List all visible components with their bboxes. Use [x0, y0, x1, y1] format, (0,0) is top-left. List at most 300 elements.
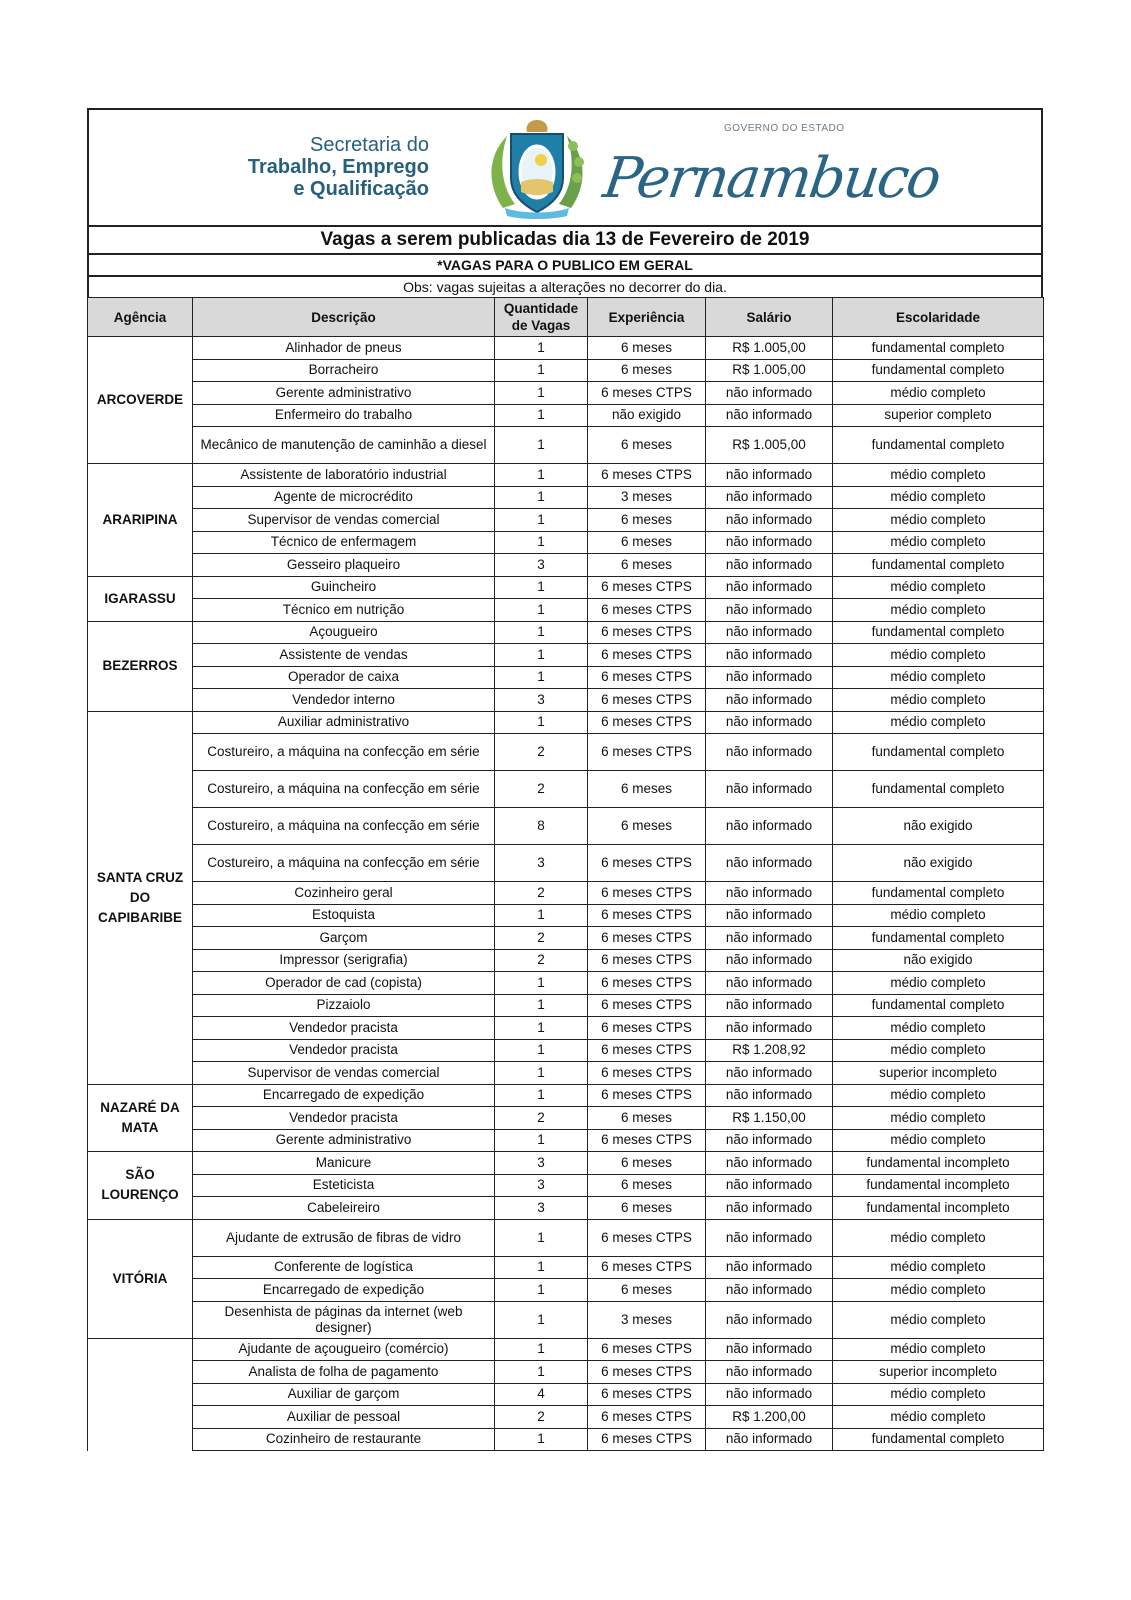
escolaridade-cell: médio completo	[833, 382, 1044, 405]
quantidade-cell: 1	[495, 1039, 588, 1062]
table-row	[88, 427, 1044, 464]
table-row	[88, 576, 1044, 599]
quantidade-cell: 2	[495, 949, 588, 972]
experiencia-cell: 6 meses	[588, 359, 706, 382]
descricao-cell: Técnico de enfermagem	[193, 531, 495, 554]
escolaridade-cell: médio completo	[833, 1039, 1044, 1062]
salario-cell: não informado	[706, 808, 833, 845]
escolaridade-cell: fundamental completo	[833, 427, 1044, 464]
salario-cell: R$ 1.208,92	[706, 1039, 833, 1062]
table-row	[88, 1129, 1044, 1152]
experiencia-cell: 6 meses CTPS	[588, 1084, 706, 1107]
escolaridade-cell: médio completo	[833, 464, 1044, 487]
table-row	[88, 1017, 1044, 1040]
experiencia-cell: 3 meses	[588, 486, 706, 509]
pernambuco-coat-of-arms-icon	[481, 116, 593, 220]
experiencia-cell: 6 meses CTPS	[588, 1062, 706, 1085]
salario-cell: não informado	[706, 554, 833, 577]
table-row	[88, 972, 1044, 995]
experiencia-cell: 6 meses CTPS	[588, 1017, 706, 1040]
table-row	[88, 808, 1044, 845]
descricao-cell: Técnico em nutrição	[193, 599, 495, 622]
table-row	[88, 904, 1044, 927]
escolaridade-cell: médio completo	[833, 576, 1044, 599]
descricao-cell: Vendedor interno	[193, 689, 495, 712]
table-row	[88, 1428, 1044, 1451]
salario-cell: R$ 1.005,00	[706, 337, 833, 360]
governo-state-name: Pernambuco	[599, 146, 944, 211]
quantidade-cell: 1	[495, 359, 588, 382]
descricao-cell: Pizzaiolo	[193, 994, 495, 1017]
escolaridade-cell: médio completo	[833, 1338, 1044, 1361]
salario-cell: não informado	[706, 486, 833, 509]
descricao-cell: Gerente administrativo	[193, 1129, 495, 1152]
descricao-cell: Operador de caixa	[193, 666, 495, 689]
quantidade-cell: 1	[495, 382, 588, 405]
escolaridade-cell: não exigido	[833, 808, 1044, 845]
secretaria-logo	[224, 134, 429, 200]
escolaridade-cell: fundamental completo	[833, 337, 1044, 360]
quantidade-cell: 1	[495, 1084, 588, 1107]
experiencia-cell: 6 meses	[588, 509, 706, 532]
experiencia-cell: 6 meses CTPS	[588, 845, 706, 882]
escolaridade-cell: médio completo	[833, 1301, 1044, 1338]
page-title: Vagas a serem publicadas dia 13 de Fevereiro de 2019	[87, 225, 1043, 253]
experiencia-cell: 6 meses	[588, 427, 706, 464]
experiencia-cell: 6 meses CTPS	[588, 1039, 706, 1062]
descricao-cell: Conferente de logística	[193, 1256, 495, 1279]
escolaridade-cell: fundamental completo	[833, 734, 1044, 771]
table-row	[88, 771, 1044, 808]
quantidade-cell: 1	[495, 509, 588, 532]
descricao-cell: Analista de folha de pagamento	[193, 1361, 495, 1384]
escolaridade-cell: não exigido	[833, 949, 1044, 972]
quantidade-cell: 3	[495, 554, 588, 577]
descricao-cell: Mecânico de manutenção de caminhão a diesel	[193, 427, 495, 464]
escolaridade-cell: médio completo	[833, 689, 1044, 712]
table-row	[88, 1174, 1044, 1197]
experiencia-cell: 6 meses CTPS	[588, 927, 706, 950]
table-row	[88, 845, 1044, 882]
experiencia-cell: 6 meses CTPS	[588, 1129, 706, 1152]
experiencia-cell: 6 meses	[588, 1197, 706, 1220]
descricao-cell: Auxiliar de garçom	[193, 1383, 495, 1406]
quantidade-cell: 1	[495, 599, 588, 622]
table-row	[88, 644, 1044, 667]
table-row	[88, 1152, 1044, 1175]
salario-cell: não informado	[706, 382, 833, 405]
descricao-cell: Esteticista	[193, 1174, 495, 1197]
experiencia-cell: 6 meses CTPS	[588, 1406, 706, 1429]
escolaridade-cell: médio completo	[833, 1017, 1044, 1040]
descricao-cell: Manicure	[193, 1152, 495, 1175]
descricao-cell: Alinhador de pneus	[193, 337, 495, 360]
escolaridade-cell: fundamental completo	[833, 1428, 1044, 1451]
table-row	[88, 1361, 1044, 1384]
salario-cell: não informado	[706, 1174, 833, 1197]
quantidade-cell: 1	[495, 1279, 588, 1302]
salario-cell: não informado	[706, 1152, 833, 1175]
escolaridade-cell: fundamental incompleto	[833, 1197, 1044, 1220]
table-row	[88, 621, 1044, 644]
descricao-cell: Auxiliar de pessoal	[193, 1406, 495, 1429]
salario-cell: não informado	[706, 882, 833, 905]
salario-cell: não informado	[706, 1428, 833, 1451]
experiencia-cell: 6 meses CTPS	[588, 689, 706, 712]
table-row	[88, 337, 1044, 360]
secretaria-line-1: Secretaria do	[310, 134, 429, 156]
escolaridade-cell: fundamental completo	[833, 927, 1044, 950]
experiencia-cell: 6 meses	[588, 1107, 706, 1130]
escolaridade-cell: médio completo	[833, 1107, 1044, 1130]
agency-cell: VITÓRIA	[88, 1219, 193, 1338]
escolaridade-cell: médio completo	[833, 1084, 1044, 1107]
table-row	[88, 949, 1044, 972]
quantidade-cell: 1	[495, 621, 588, 644]
experiencia-cell: 6 meses CTPS	[588, 904, 706, 927]
agency-cell	[88, 1338, 193, 1451]
escolaridade-cell: médio completo	[833, 666, 1044, 689]
escolaridade-cell: fundamental completo	[833, 882, 1044, 905]
descricao-cell: Cabeleireiro	[193, 1197, 495, 1220]
governo-logo	[599, 114, 964, 222]
experiencia-cell: 6 meses CTPS	[588, 1256, 706, 1279]
secretaria-line-2: Trabalho, Emprego	[247, 156, 429, 178]
agency-cell: ARARIPINA	[88, 464, 193, 577]
escolaridade-cell: superior incompleto	[833, 1062, 1044, 1085]
salario-cell: não informado	[706, 1219, 833, 1256]
table-row	[88, 927, 1044, 950]
escolaridade-cell: superior incompleto	[833, 1361, 1044, 1384]
col-header-descricao: Descrição	[193, 298, 495, 337]
escolaridade-cell: fundamental completo	[833, 359, 1044, 382]
agency-cell: SÃO LOURENÇO	[88, 1152, 193, 1220]
descricao-cell: Enfermeiro do trabalho	[193, 404, 495, 427]
quantidade-cell: 1	[495, 1428, 588, 1451]
experiencia-cell: 6 meses CTPS	[588, 1338, 706, 1361]
table-row	[88, 1279, 1044, 1302]
salario-cell: não informado	[706, 644, 833, 667]
descricao-cell: Encarregado de expedição	[193, 1279, 495, 1302]
salario-cell: não informado	[706, 1383, 833, 1406]
quantidade-cell: 1	[495, 1017, 588, 1040]
table-row	[88, 1219, 1044, 1256]
experiencia-cell: 6 meses	[588, 554, 706, 577]
salario-cell: R$ 1.005,00	[706, 427, 833, 464]
descricao-cell: Ajudante de extrusão de fibras de vidro	[193, 1219, 495, 1256]
salario-cell: não informado	[706, 711, 833, 734]
experiencia-cell: 3 meses	[588, 1301, 706, 1338]
table-row	[88, 599, 1044, 622]
table-row	[88, 359, 1044, 382]
experiencia-cell: não exigido	[588, 404, 706, 427]
experiencia-cell: 6 meses CTPS	[588, 644, 706, 667]
table-row	[88, 689, 1044, 712]
descricao-cell: Garçom	[193, 927, 495, 950]
table-row	[88, 486, 1044, 509]
experiencia-cell: 6 meses CTPS	[588, 576, 706, 599]
experiencia-cell: 6 meses CTPS	[588, 734, 706, 771]
table-row	[88, 734, 1044, 771]
salario-cell: não informado	[706, 576, 833, 599]
experiencia-cell: 6 meses	[588, 771, 706, 808]
experiencia-cell: 6 meses CTPS	[588, 994, 706, 1017]
salario-cell: não informado	[706, 1062, 833, 1085]
salario-cell: não informado	[706, 404, 833, 427]
table-row	[88, 554, 1044, 577]
page-subtitle: *VAGAS PARA O PUBLICO EM GERAL	[87, 253, 1043, 275]
table-row	[88, 1301, 1044, 1338]
escolaridade-cell: fundamental completo	[833, 554, 1044, 577]
descricao-cell: Gesseiro plaqueiro	[193, 554, 495, 577]
descricao-cell: Cozinheiro geral	[193, 882, 495, 905]
agency-cell: NAZARÉ DA MATA	[88, 1084, 193, 1152]
salario-cell: não informado	[706, 1084, 833, 1107]
quantidade-cell: 1	[495, 1062, 588, 1085]
salario-cell: não informado	[706, 927, 833, 950]
salario-cell: não informado	[706, 621, 833, 644]
descricao-cell: Borracheiro	[193, 359, 495, 382]
agency-cell: BEZERROS	[88, 621, 193, 711]
descricao-cell: Cozinheiro de restaurante	[193, 1428, 495, 1451]
quantidade-cell: 4	[495, 1383, 588, 1406]
salario-cell: não informado	[706, 666, 833, 689]
secretaria-line-3: e Qualificação	[293, 178, 429, 200]
descricao-cell: Vendedor pracista	[193, 1039, 495, 1062]
salario-cell: não informado	[706, 599, 833, 622]
descricao-cell: Agente de microcrédito	[193, 486, 495, 509]
salario-cell: não informado	[706, 1197, 833, 1220]
escolaridade-cell: superior completo	[833, 404, 1044, 427]
escolaridade-cell: fundamental incompleto	[833, 1152, 1044, 1175]
experiencia-cell: 6 meses CTPS	[588, 382, 706, 405]
quantidade-cell: 1	[495, 644, 588, 667]
quantidade-cell: 1	[495, 1338, 588, 1361]
table-row	[88, 1197, 1044, 1220]
quantidade-cell: 1	[495, 464, 588, 487]
descricao-cell: Costureiro, a máquina na confecção em série	[193, 845, 495, 882]
vacancies-table	[87, 297, 1044, 1451]
descricao-cell: Supervisor de vendas comercial	[193, 1062, 495, 1085]
table-row	[88, 1084, 1044, 1107]
escolaridade-cell: fundamental completo	[833, 994, 1044, 1017]
table-row	[88, 1256, 1044, 1279]
descricao-cell: Supervisor de vendas comercial	[193, 509, 495, 532]
quantidade-cell: 1	[495, 576, 588, 599]
escolaridade-cell: médio completo	[833, 1256, 1044, 1279]
salario-cell: não informado	[706, 972, 833, 995]
salario-cell: não informado	[706, 1338, 833, 1361]
salario-cell: não informado	[706, 1279, 833, 1302]
descricao-cell: Costureiro, a máquina na confecção em série	[193, 771, 495, 808]
salario-cell: R$ 1.005,00	[706, 359, 833, 382]
table-row	[88, 1039, 1044, 1062]
escolaridade-cell: médio completo	[833, 1129, 1044, 1152]
quantidade-cell: 1	[495, 337, 588, 360]
escolaridade-cell: médio completo	[833, 486, 1044, 509]
salario-cell: não informado	[706, 1129, 833, 1152]
salario-cell: não informado	[706, 1256, 833, 1279]
table-row	[88, 464, 1044, 487]
salario-cell: não informado	[706, 1361, 833, 1384]
escolaridade-cell: médio completo	[833, 599, 1044, 622]
quantidade-cell: 3	[495, 689, 588, 712]
descricao-cell: Ajudante de açougueiro (comércio)	[193, 1338, 495, 1361]
salario-cell: R$ 1.150,00	[706, 1107, 833, 1130]
quantidade-cell: 1	[495, 1361, 588, 1384]
quantidade-cell: 1	[495, 427, 588, 464]
table-row	[88, 404, 1044, 427]
table-row	[88, 1062, 1044, 1085]
table-row	[88, 711, 1044, 734]
table-row	[88, 531, 1044, 554]
salario-cell: não informado	[706, 904, 833, 927]
escolaridade-cell: fundamental completo	[833, 771, 1044, 808]
salario-cell: não informado	[706, 509, 833, 532]
escolaridade-cell: médio completo	[833, 644, 1044, 667]
experiencia-cell: 6 meses CTPS	[588, 949, 706, 972]
agency-cell: SANTA CRUZ DO CAPIBARIBE	[88, 711, 193, 1084]
descricao-cell: Vendedor pracista	[193, 1017, 495, 1040]
salario-cell: não informado	[706, 531, 833, 554]
salario-cell: não informado	[706, 689, 833, 712]
quantidade-cell: 1	[495, 1256, 588, 1279]
descricao-cell: Costureiro, a máquina na confecção em série	[193, 808, 495, 845]
table-row	[88, 509, 1044, 532]
experiencia-cell: 6 meses	[588, 808, 706, 845]
page-obs-note: Obs: vagas sujeitas a alterações no decorrer do dia.	[87, 275, 1043, 297]
salario-cell: não informado	[706, 994, 833, 1017]
experiencia-cell: 6 meses	[588, 531, 706, 554]
descricao-cell: Costureiro, a máquina na confecção em série	[193, 734, 495, 771]
descricao-cell: Guincheiro	[193, 576, 495, 599]
quantidade-cell: 8	[495, 808, 588, 845]
experiencia-cell: 6 meses CTPS	[588, 972, 706, 995]
quantidade-cell: 2	[495, 1107, 588, 1130]
salario-cell: não informado	[706, 1017, 833, 1040]
quantidade-cell: 3	[495, 1174, 588, 1197]
quantidade-cell: 1	[495, 1301, 588, 1338]
descricao-cell: Açougueiro	[193, 621, 495, 644]
experiencia-cell: 6 meses CTPS	[588, 1428, 706, 1451]
quantidade-cell: 1	[495, 404, 588, 427]
table-row	[88, 882, 1044, 905]
col-header-experiencia: Experiência	[588, 298, 706, 337]
quantidade-cell: 2	[495, 771, 588, 808]
descricao-cell: Assistente de vendas	[193, 644, 495, 667]
table-row	[88, 1406, 1044, 1429]
salario-cell: R$ 1.200,00	[706, 1406, 833, 1429]
quantidade-cell: 3	[495, 1197, 588, 1220]
experiencia-cell: 6 meses CTPS	[588, 1361, 706, 1384]
quantidade-cell: 3	[495, 1152, 588, 1175]
col-header-salario: Salário	[706, 298, 833, 337]
experiencia-cell: 6 meses CTPS	[588, 1383, 706, 1406]
escolaridade-cell: médio completo	[833, 509, 1044, 532]
escolaridade-cell: fundamental completo	[833, 621, 1044, 644]
descricao-cell: Impressor (serigrafia)	[193, 949, 495, 972]
escolaridade-cell: fundamental incompleto	[833, 1174, 1044, 1197]
salario-cell: não informado	[706, 771, 833, 808]
quantidade-cell: 1	[495, 486, 588, 509]
salario-cell: não informado	[706, 464, 833, 487]
experiencia-cell: 6 meses	[588, 1279, 706, 1302]
quantidade-cell: 2	[495, 1406, 588, 1429]
quantidade-cell: 2	[495, 882, 588, 905]
descricao-cell: Estoquista	[193, 904, 495, 927]
quantidade-cell: 2	[495, 927, 588, 950]
descricao-cell: Desenhista de páginas da internet (web designer)	[193, 1301, 495, 1338]
escolaridade-cell: médio completo	[833, 1219, 1044, 1256]
quantidade-cell: 1	[495, 711, 588, 734]
experiencia-cell: 6 meses CTPS	[588, 882, 706, 905]
quantidade-cell: 1	[495, 1129, 588, 1152]
col-header-quantidade: Quantidade de Vagas	[495, 298, 588, 337]
descricao-cell: Assistente de laboratório industrial	[193, 464, 495, 487]
escolaridade-cell: médio completo	[833, 711, 1044, 734]
experiencia-cell: 6 meses	[588, 1174, 706, 1197]
table-body	[88, 337, 1044, 1451]
table-row	[88, 994, 1044, 1017]
descricao-cell: Operador de cad (copista)	[193, 972, 495, 995]
quantidade-cell: 1	[495, 994, 588, 1017]
salario-cell: não informado	[706, 949, 833, 972]
descricao-cell: Gerente administrativo	[193, 382, 495, 405]
experiencia-cell: 6 meses CTPS	[588, 621, 706, 644]
escolaridade-cell: médio completo	[833, 972, 1044, 995]
escolaridade-cell: médio completo	[833, 1406, 1044, 1429]
experiencia-cell: 6 meses	[588, 337, 706, 360]
experiencia-cell: 6 meses CTPS	[588, 666, 706, 689]
governo-small-label: GOVERNO DO ESTADO	[724, 123, 845, 134]
escolaridade-cell: médio completo	[833, 1383, 1044, 1406]
experiencia-cell: 6 meses CTPS	[588, 599, 706, 622]
quantidade-cell: 1	[495, 666, 588, 689]
col-header-agencia: Agência	[88, 298, 193, 337]
salario-cell: não informado	[706, 734, 833, 771]
header-logos	[87, 108, 1043, 225]
agency-cell: IGARASSU	[88, 576, 193, 621]
experiencia-cell: 6 meses CTPS	[588, 1219, 706, 1256]
experiencia-cell: 6 meses CTPS	[588, 711, 706, 734]
escolaridade-cell: não exigido	[833, 845, 1044, 882]
quantidade-cell: 1	[495, 972, 588, 995]
salario-cell: não informado	[706, 1301, 833, 1338]
agency-cell: ARCOVERDE	[88, 337, 193, 464]
table-row	[88, 1338, 1044, 1361]
quantidade-cell: 3	[495, 845, 588, 882]
experiencia-cell: 6 meses	[588, 1152, 706, 1175]
escolaridade-cell: médio completo	[833, 904, 1044, 927]
table-row	[88, 666, 1044, 689]
quantidade-cell: 1	[495, 531, 588, 554]
table-row	[88, 1383, 1044, 1406]
descricao-cell: Vendedor pracista	[193, 1107, 495, 1130]
salario-cell: não informado	[706, 845, 833, 882]
quantidade-cell: 1	[495, 1219, 588, 1256]
col-header-escolaridade: Escolaridade	[833, 298, 1044, 337]
quantidade-cell: 1	[495, 904, 588, 927]
document-frame	[87, 108, 1043, 1451]
table-row	[88, 1107, 1044, 1130]
table-row	[88, 382, 1044, 405]
escolaridade-cell: médio completo	[833, 531, 1044, 554]
escolaridade-cell: médio completo	[833, 1279, 1044, 1302]
table-header-row	[88, 298, 1044, 337]
descricao-cell: Auxiliar administrativo	[193, 711, 495, 734]
descricao-cell: Encarregado de expedição	[193, 1084, 495, 1107]
experiencia-cell: 6 meses CTPS	[588, 464, 706, 487]
